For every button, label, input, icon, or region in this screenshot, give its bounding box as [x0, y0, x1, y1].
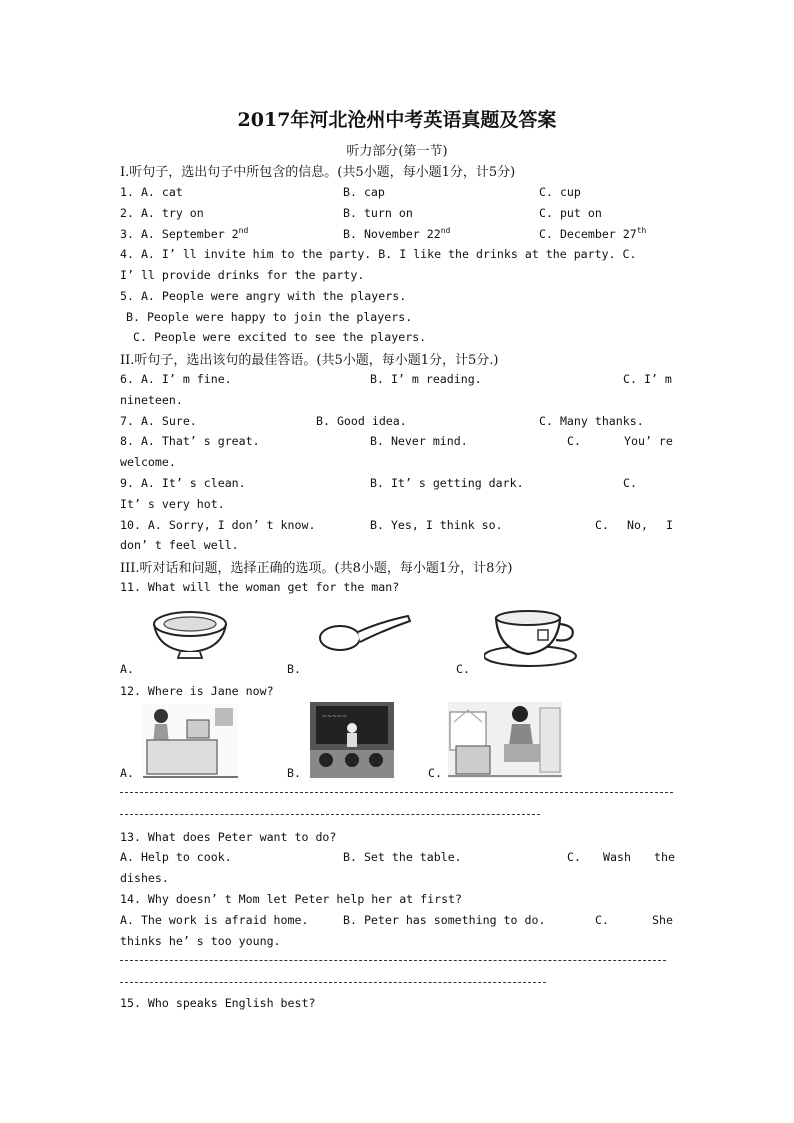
q11-option-c: C. [456, 662, 470, 676]
q12-question: 12. Where is Jane now? [120, 684, 274, 698]
q13-option-c-word1: Wash [603, 850, 631, 864]
q2-option-a: 2. A. try on [120, 206, 204, 220]
q5-option-c: C. People were excited to see the players. [133, 330, 427, 344]
q5-option-a: 5. A. People were angry with the players. [120, 289, 407, 303]
spoon-icon [318, 612, 413, 656]
living-room-icon [448, 702, 562, 778]
q8-option-a: 8. A. That’ s great. [120, 434, 260, 448]
q8-option-b: B. Never mind. [370, 434, 468, 448]
q4-line-1: 4. A. I’ ll invite him to the party. B. I like the drinks at the party. C. [120, 247, 637, 261]
q10-option-b: B. Yes, I think so. [370, 518, 503, 532]
q8-option-c-letter: C. [567, 434, 581, 448]
q14-continuation: thinks he’ s too young. [120, 934, 281, 948]
q9-option-a: 9. A. It’ s clean. [120, 476, 246, 490]
page-title: 2017年河北沧州中考英语真题及答案 [237, 109, 557, 131]
office-desk-icon [143, 704, 238, 778]
q7-option-a: 7. A. Sure. [120, 414, 197, 428]
q13-option-a: A. Help to cook. [120, 850, 232, 864]
q10-option-a: 10. A. Sorry, I don’ t know. [120, 518, 316, 532]
q2-option-c: C. put on [539, 206, 602, 220]
q11-option-a: A. [120, 662, 134, 676]
q7-option-c: C. Many thanks. [539, 414, 644, 428]
q8-option-c-text: You’ re [624, 434, 673, 448]
q10-continuation: don’ t feel well. [120, 538, 239, 552]
q7-option-b: B. Good idea. [316, 414, 407, 428]
q14-option-b: B. Peter has something to do. [343, 913, 546, 927]
q9-option-b: B. It’ s getting dark. [370, 476, 524, 490]
q14-option-c-letter: C. [595, 913, 609, 927]
q6-option-b: B. I’ m reading. [370, 372, 482, 386]
dashed-separator [120, 814, 540, 815]
q10-option-c-letter: C. [595, 518, 609, 532]
dashed-separator [120, 982, 546, 983]
q2-option-b: B. turn on [343, 206, 413, 220]
q9-option-c-letter: C. [623, 476, 637, 490]
q11-option-b: B. [287, 662, 301, 676]
q6-option-a: 6. A. I’ m fine. [120, 372, 232, 386]
q3-option-a: 3. A. September 2nd [120, 226, 249, 241]
q14-option-c-word1: She [652, 913, 673, 927]
page-subtitle: 听力部分(第一节) [346, 144, 448, 159]
q14-question: 14. Why doesn’ t Mom let Peter help her at first? [120, 892, 463, 906]
q12-option-a: A. [120, 766, 134, 780]
q9-continuation: It’ s very hot. [120, 497, 225, 511]
section-3-heading: III.听对话和问题，选择正确的选项。(共8小题，每小题1分，计8分) [120, 561, 513, 576]
q14-option-a: A. The work is afraid home. [120, 913, 309, 927]
q13-option-b: B. Set the table. [343, 850, 462, 864]
section-2-heading: II.听句子，选出该句的最佳答语。(共5小题，每小题1分，计5分.) [120, 353, 499, 368]
q11-question: 11. What will the woman get for the man? [120, 580, 400, 594]
q6-option-c: C. I’ m [623, 372, 672, 386]
q4-line-2: I’ ll provide drinks for the party. [120, 268, 365, 282]
svg-text:~~~~~: ~~~~~ [322, 713, 348, 720]
q5-option-b: B. People were happy to join the players. [126, 310, 413, 324]
q6-continuation: nineteen. [120, 393, 183, 407]
q13-option-c-word2: the [654, 850, 675, 864]
q13-question: 13. What does Peter want to do? [120, 830, 337, 844]
q8-continuation: welcome. [120, 455, 176, 469]
q12-option-b: B. [287, 766, 301, 780]
teacup-icon [484, 604, 580, 668]
q12-option-c: C. [428, 766, 442, 780]
q3-option-c: C. December 27th [539, 226, 647, 241]
classroom-icon [310, 702, 394, 778]
q1-option-b: B. cap [343, 185, 385, 199]
q13-option-c-letter: C. [567, 850, 581, 864]
q13-continuation: dishes. [120, 871, 169, 885]
q15-question: 15. Who speaks English best? [120, 996, 316, 1010]
q1-option-a: 1. A. cat [120, 185, 183, 199]
section-1-heading: I.听句子，选出句子中所包含的信息。(共5小题，每小题1分，计5分) [120, 165, 516, 180]
q10-option-c-word2: I [666, 518, 673, 532]
dashed-separator [120, 792, 673, 793]
q1-option-c: C. cup [539, 185, 581, 199]
q3-option-b: B. November 22nd [343, 226, 451, 241]
q10-option-c-word1: No, [627, 518, 648, 532]
dashed-separator [120, 960, 666, 961]
bowl-icon [150, 608, 230, 660]
